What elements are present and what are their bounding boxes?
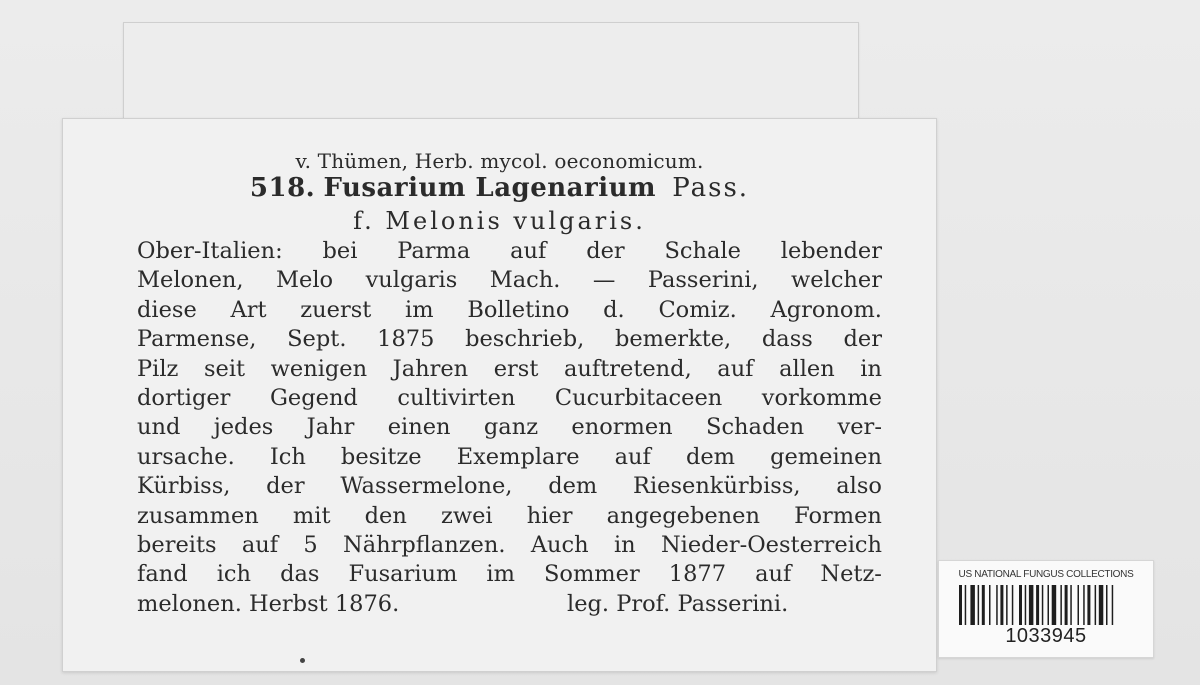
word: ich [216,561,251,588]
word: dass [761,326,813,353]
word: zuerst [300,296,372,323]
barcode-bar [1042,585,1044,625]
barcode-bar [1012,585,1014,625]
word: also [836,473,882,500]
word: Melonen, [137,267,244,294]
word: dem [685,443,735,470]
taxon-title [63,173,936,203]
text-line-last [137,590,882,619]
word: Schaden [706,414,805,441]
word: Jahr [306,414,355,441]
barcode-institution: US NATIONAL FUNGUS COLLECTIONS [958,569,1134,580]
barcode-bar [1029,585,1034,625]
barcode-bar [959,585,962,625]
text-line [137,237,882,266]
word: Melo [276,267,334,294]
species-name: Fusarium Lagenarium [323,173,657,203]
collection-name: v. Thümen, Herb. mycol. oeconomicum. [295,149,704,173]
word: angegebenen [606,502,760,529]
word: im [405,296,434,323]
text-line [137,413,882,442]
word: ganz [483,414,539,441]
word: Art [230,296,267,323]
word: der [266,473,305,500]
word: Nieder-Oesterreich [660,531,882,558]
word: auf [717,355,754,382]
word: auf [241,531,279,558]
word: besitze [340,443,422,470]
word: zwei [440,502,493,529]
word: das [280,561,320,588]
word: Formen [794,502,882,529]
specimen-label [62,118,937,672]
word: vulgaris [365,267,458,294]
text-line [137,531,882,560]
word: Parmense, [137,326,257,353]
text-line [137,443,882,472]
label-description [137,237,882,619]
word: enormen [571,414,673,441]
barcode-bar [1019,585,1022,625]
barcode-bar [1083,585,1085,625]
word: Kürbiss, [137,473,231,500]
word: jedes [213,414,274,441]
barcode-bar [1065,585,1068,625]
barcode-bar [1025,585,1027,625]
barcode-bar [970,585,975,625]
barcode-bar [1000,585,1003,625]
word: 5 [303,531,318,558]
word: 1877 [668,561,727,588]
word: in [860,355,882,382]
text-line [137,472,882,501]
barcode-bar [1036,585,1039,625]
forma-name: f. Melonis vulgaris. [353,207,646,235]
word: erst [493,355,539,382]
exsiccata-number: 518. [249,173,316,203]
barcode-bar [989,585,991,625]
word: bemerkte, [614,326,732,353]
text-line [137,560,882,589]
barcode-bar [1095,585,1097,625]
word: fand [137,561,188,588]
barcode-bar [1099,585,1104,625]
word: den [364,502,407,529]
word: beschrieb, [465,326,585,353]
word: lebender [780,238,882,264]
barcode-bar [1112,585,1114,625]
word: wenigen [270,355,368,382]
barcode-bar [978,585,980,625]
word: Exemplare [456,443,580,470]
word: auf [510,238,547,264]
word: Ober-Italien: [137,238,283,264]
word: vorkomme [761,384,882,411]
barcode-bar [1087,585,1090,625]
word: dem [548,473,598,500]
word: Wassermelone, [340,473,513,500]
accession-number: 1033945 [1005,625,1087,647]
barcode-bar [965,585,967,625]
word: Cucurbitaceen [554,384,723,411]
word: mit [292,502,331,529]
word: seit [203,355,246,382]
word: cultivirten [397,384,516,411]
ink-speck [300,658,305,663]
word: Riesenkürbiss, [633,473,801,500]
word: bei [322,238,358,264]
word: auf [755,561,792,588]
word: ver- [837,414,882,441]
barcode-bar [982,585,985,625]
text-line [137,384,882,413]
word: Mach. [489,267,561,294]
word: Sommer [544,561,640,588]
word: ursache. [137,443,235,470]
word: Fusarium [348,561,458,588]
word: dortiger [137,384,231,411]
barcode-label [938,560,1154,658]
word: zusammen [137,502,259,529]
barcode-bar [1106,585,1108,625]
text-line [137,296,882,325]
word: gemeinen [770,443,882,470]
word: Nährpflanzen. [343,531,506,558]
word: auftretend, [563,355,692,382]
barcode-bar [1052,585,1057,625]
barcode-bar [1070,585,1072,625]
text-line [137,325,882,354]
word: Passerini, [647,267,759,294]
word: einen [387,414,451,441]
text-line [137,355,882,384]
word: Schale [664,238,741,264]
word: allen [779,355,835,382]
barcode-bar [1006,585,1008,625]
word: Ich [269,443,306,470]
author-citation: Pass. [672,173,750,203]
word: diese [137,296,197,323]
word: welcher [791,267,882,294]
text-line [137,502,882,531]
word: der [843,326,882,353]
word: Gegend [269,384,358,411]
barcode-bar [996,585,998,625]
barcode-icon [959,585,1133,625]
word: Comiz. [658,296,737,323]
word: hier [526,502,573,529]
barcode-bar [1060,585,1062,625]
word: Sept. [287,326,347,353]
word: Bolletino [467,296,570,323]
word: Pilz [137,355,179,382]
text-line [137,266,882,295]
word: bereits [137,531,217,558]
word: Jahren [392,355,469,382]
word: Parma [397,238,471,264]
collection-date: melonen. Herbst 1876. [137,590,400,617]
collector-name: leg. Prof. Passerini. [567,590,789,617]
word: im [486,561,515,588]
word: — [592,267,616,294]
barcode-bar [1078,585,1080,625]
word: d. [603,296,625,323]
word: Netz- [820,561,882,588]
word: in [613,531,636,558]
word: der [586,238,625,264]
word: und [137,414,181,441]
word: Agronom. [770,296,882,323]
word: auf [614,443,651,470]
word: 1875 [377,326,435,353]
barcode-bar [1048,585,1050,625]
word: Auch [530,531,589,558]
